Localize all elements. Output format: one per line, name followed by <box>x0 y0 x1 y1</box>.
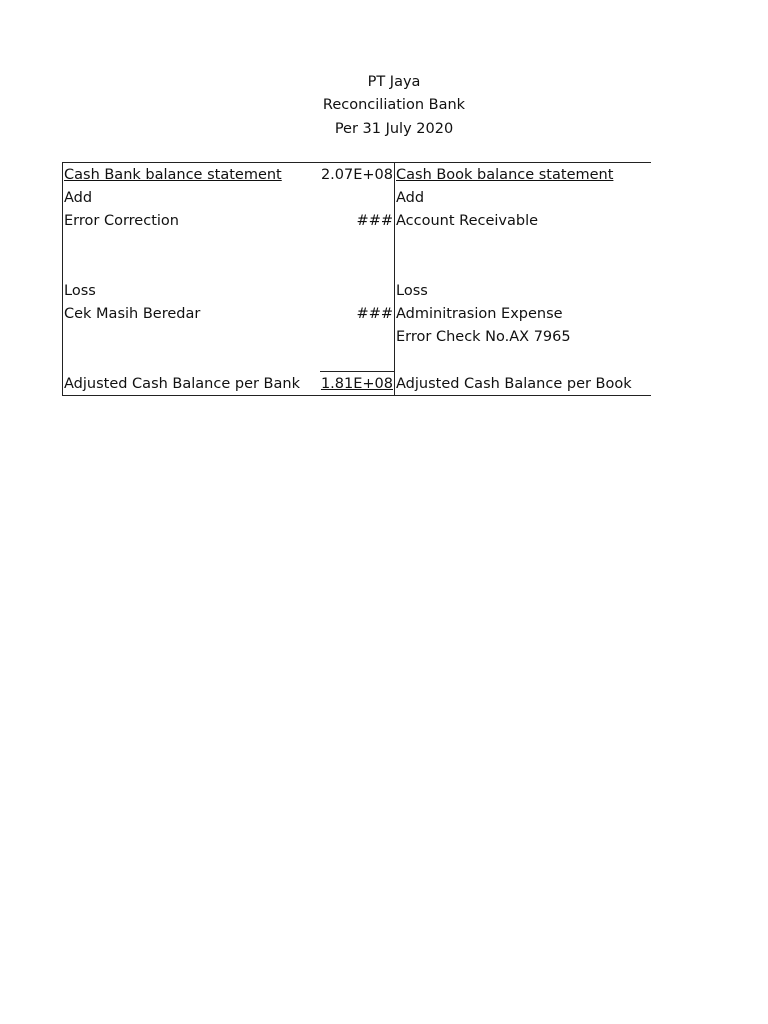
book-balance-label: Cash Book balance statement <box>396 167 614 183</box>
report-period: Per 31 July 2020 <box>334 120 454 137</box>
book-add-label: Add <box>396 190 425 206</box>
book-loss-label: Loss <box>396 283 428 299</box>
table-left-border <box>62 162 63 395</box>
report-header <box>0 71 768 141</box>
bank-outstanding-check-label: Cek Masih Beredar <box>64 306 201 322</box>
book-account-receivable-label: Account Receivable <box>396 213 539 229</box>
bank-loss-label: Loss <box>64 283 96 299</box>
bank-adjusted-label: Adjusted Cash Balance per Bank <box>64 376 300 392</box>
company-name: PT Jaya <box>367 74 421 90</box>
table-top-border <box>62 162 651 163</box>
bank-error-correction-label: Error Correction <box>64 213 179 229</box>
book-admin-expense-label: Adminitrasion Expense <box>396 306 563 322</box>
bank-error-correction-value: ### <box>356 213 393 229</box>
reconciliation-table <box>62 162 651 395</box>
table-center-divider <box>394 162 395 395</box>
bank-balance-label: Cash Bank balance statement <box>64 167 282 183</box>
subtotal-line <box>320 371 394 372</box>
bank-outstanding-check-value: ### <box>356 306 393 322</box>
book-adjusted-label: Adjusted Cash Balance per Book <box>396 376 632 392</box>
book-error-check-label: Error Check No.AX 7965 <box>396 329 571 345</box>
bank-balance-value: 2.07E+08 <box>320 167 393 183</box>
report-title: Reconciliation Bank <box>322 97 466 114</box>
bank-add-label: Add <box>64 190 93 206</box>
bank-adjusted-value: 1.81E+08 <box>320 376 393 392</box>
